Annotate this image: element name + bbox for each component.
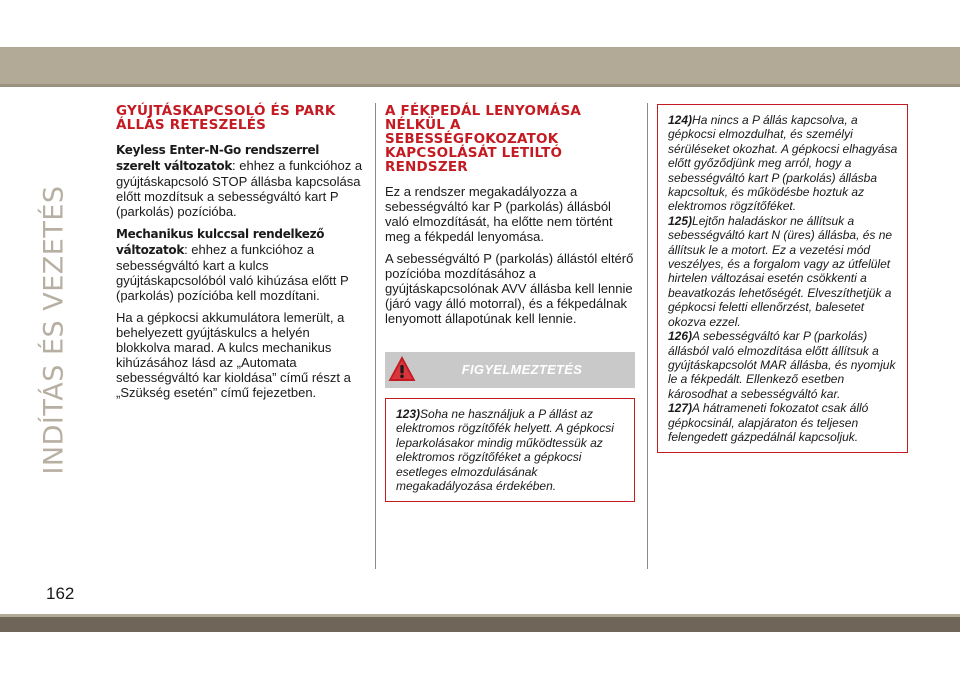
warning-item-number: 123) bbox=[396, 407, 421, 421]
bottom-band-stripe bbox=[0, 614, 960, 617]
warning-note-text: A sebességváltó kar P (parkolás) állásból való elmozdítása előtt állítsuk a gyújtáskapcsolót MAR állásba, és nyomjuk le a fékpedált. Ellenkező esetben károsodhat a sebességváltó kar. bbox=[668, 329, 896, 401]
bottom-band bbox=[0, 614, 960, 632]
column-1 bbox=[116, 104, 366, 407]
paragraph-battery: Ha a gépkocsi akkumulátora lemerült, a behelyezett gyújtáskulcs a helyén blokkolva marad. A kulcs mechanikus kihúzásához lásd az „Automata sebességváltó kar kioldása” című részt a „Szükség esetén” című fejezetben. bbox=[116, 310, 351, 400]
paragraph-keyless bbox=[116, 142, 366, 219]
warning-body bbox=[385, 398, 635, 502]
warning-note-125 bbox=[668, 214, 898, 329]
warning-note-text: Ha nincs a P állás kapcsolva, a gépkocsi elmozdulhat, és személyi sérüléseket okozhat. A gépkocsi elhagyása előtt győződjünk meg arról, hogy a sebességváltó kart P (parkolás) állásba kapcsoltuk, és működésbe hoztuk az elektromos rögzítőféket. bbox=[668, 113, 898, 214]
warning-note-number: 127) bbox=[668, 401, 693, 416]
column-divider-1 bbox=[375, 103, 376, 569]
warning-note-text: Lejtőn haladáskor ne állítsuk a sebességváltó kart N (üres) állásba, és ne állítsuk le a motort. Ez a vezetési mód veszélyes, és a forgalom vagy az útfelület hirtelen változásai esetén csökkenti a beavatkozás lehetőségét. Elveszíthetjük a gépkocsi feletti ellenőrzést, balesetet okozva ezzel. bbox=[668, 213, 893, 329]
warning-box bbox=[385, 352, 635, 502]
column-divider-2 bbox=[647, 103, 648, 569]
warning-title: FIGYELMEZTETÉS bbox=[461, 362, 583, 377]
page-number: 162 bbox=[46, 584, 75, 603]
warning-note-number: 125) bbox=[668, 213, 693, 228]
warning-note-126 bbox=[668, 329, 898, 401]
warning-note-text: A hátrameneti fokozatot csak álló gépkocsinál, alapjáraton és teljesen felengedett gázpedálnál kapcsoljuk. bbox=[668, 401, 869, 444]
column-3 bbox=[657, 104, 906, 453]
warning-header bbox=[385, 352, 635, 388]
warning-note-127 bbox=[668, 401, 898, 444]
warning-note-124 bbox=[668, 113, 898, 214]
warning-item bbox=[396, 407, 614, 493]
warning-notes-box bbox=[657, 104, 908, 453]
paragraph-interlock-2: A sebességváltó P (parkolás) állástól eltérő pozícióba mozdításához a gyújtáskapcsolónak AVV állásba kell lennie (járó vagy álló motorral), és a fékpedálnak lenyomott állapotúnak kell lennie. bbox=[385, 251, 634, 326]
section-heading-ignition-park-lock: GYÚJTÁSKAPCSOLÓ ÉS PARK ÁLLÁS RETESZELÉS bbox=[116, 103, 336, 133]
paragraph-keyless-text: : ehhez a funkcióhoz a gyújtáskapcsoló STOP állásba kapcsolása előtt mozdítsuk a sebességváltó kart P (parkolás) pozícióba. bbox=[116, 158, 363, 219]
paragraph-mechanical-key bbox=[116, 226, 366, 303]
warning-item-text: Soha ne használjuk a P állást az elektromos rögzítőfék helyett. A gépkocsi leparkolásakor mindig működtessük az elektromos rögzítőféket a gépkocsi esetleges elmozdulásának megakadályozása érdekében. bbox=[396, 407, 614, 494]
warning-note-number: 124) bbox=[668, 113, 693, 127]
top-band bbox=[0, 47, 960, 87]
column-2 bbox=[385, 104, 635, 502]
paragraph-mechanical-key-text: : ehhez a funkcióhoz a sebességváltó kart a kulcs gyújtáskapcsolóból való kihúzása előtt P (parkolás) pozícióba kell mozdítani. bbox=[116, 242, 349, 303]
paragraph-mechanical-key-bold: Mechanikus kulccsal rendelkező változatok bbox=[116, 227, 325, 257]
chapter-side-label: INDÍTÁS ÉS VEZETÉS bbox=[38, 185, 70, 475]
warning-note-number: 126) bbox=[668, 329, 693, 344]
section-heading-brake-shift-interlock: A FÉKPEDÁL LENYOMÁSA NÉLKÜL A SEBESSÉGFOKOZATOK KAPCSOLÁSÁT LETILTÓ RENDSZER bbox=[385, 103, 582, 175]
top-band-stripe bbox=[0, 84, 960, 87]
paragraph-keyless-bold: Keyless Enter-N-Go rendszerrel szerelt változatok bbox=[116, 143, 320, 173]
paragraph-interlock-1: Ez a rendszer megakadályozza a sebességváltó kar P (parkolás) állásból való elmozdítását, ha előtte nem történt meg a fékpedál lenyomása. bbox=[385, 184, 613, 244]
